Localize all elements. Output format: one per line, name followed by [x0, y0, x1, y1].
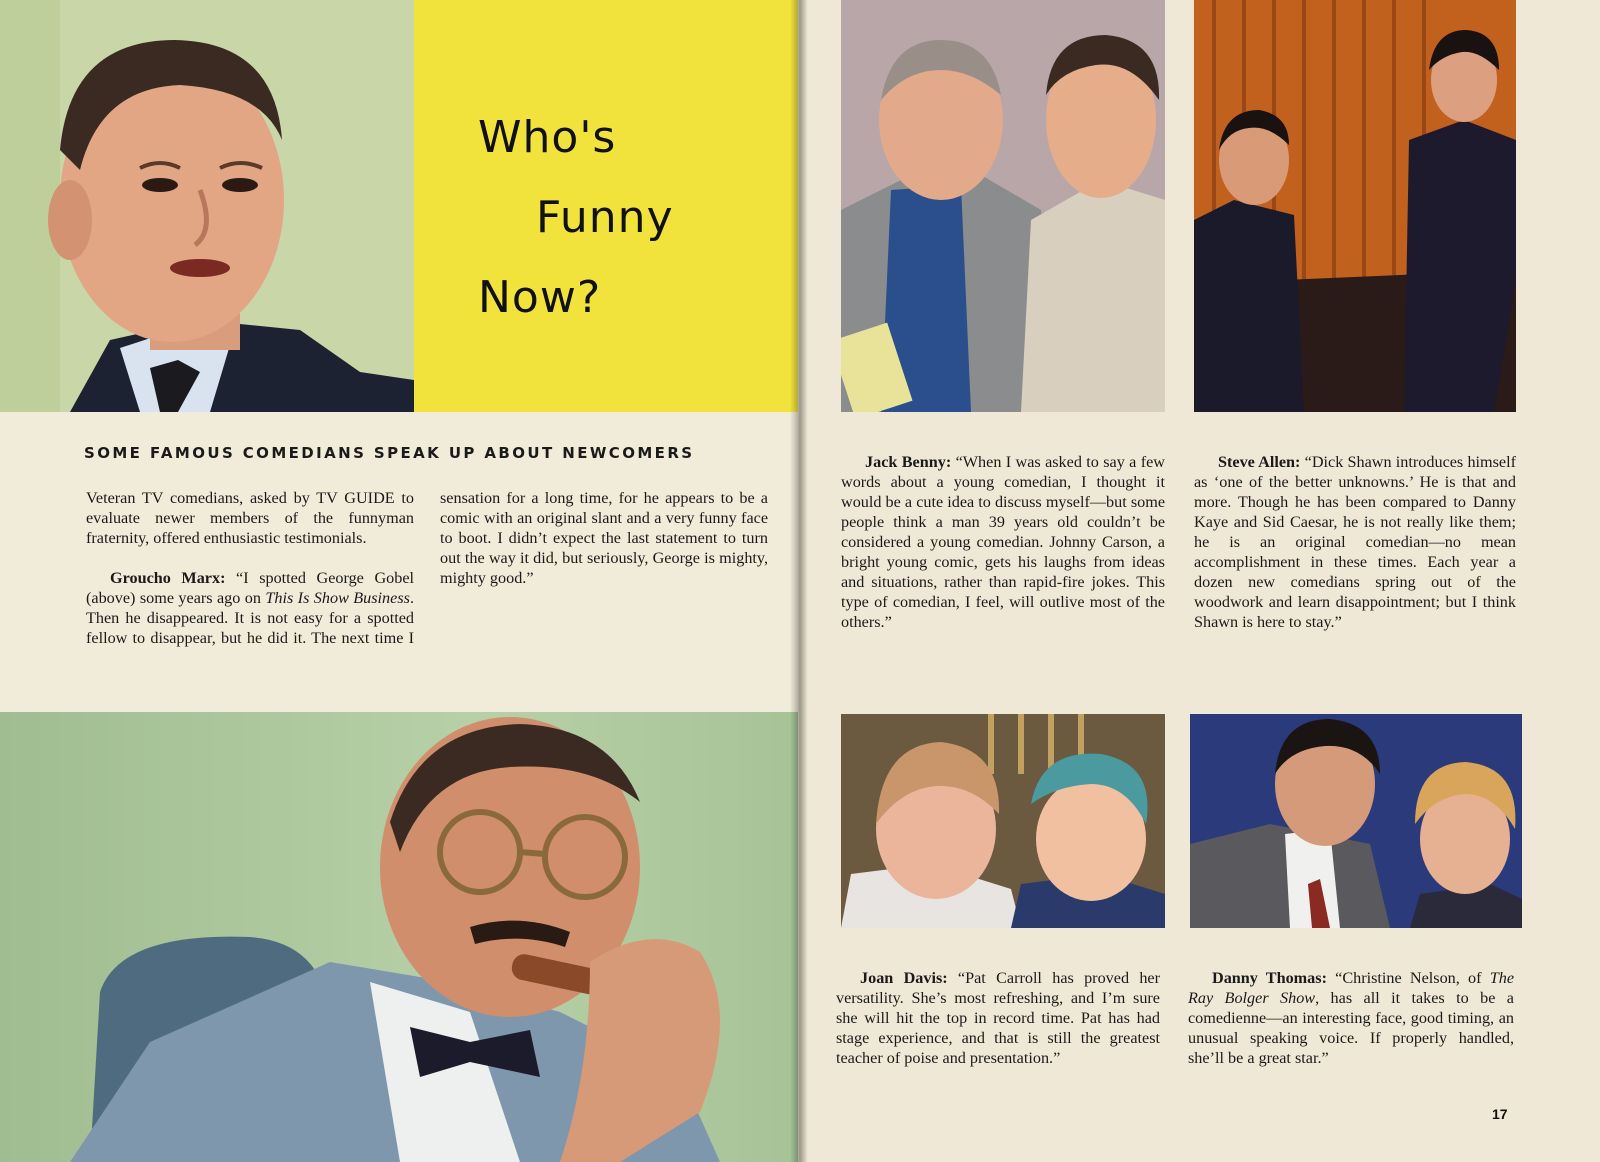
- speaker-jack-benny: Jack Benny:: [865, 453, 952, 471]
- photo-pat-carroll: [841, 714, 1165, 928]
- right-page: [798, 0, 1600, 1162]
- benny-quote: [841, 452, 1165, 632]
- show-title-ray-bolger-show: The Ray Bolger Show: [1188, 969, 1514, 1007]
- photo-christine-nelson: [1190, 714, 1522, 928]
- title-line-2: Funny: [536, 192, 674, 243]
- allen-column: [1194, 452, 1516, 652]
- article-column-2: [440, 488, 768, 670]
- title-block: [414, 0, 798, 412]
- groucho-text-b-continued: sensation for a long time, for he appears to be a comic with an original slant and a very funny face to boot. I didn’t expect the last statement to turn out the way it did, but seriously, George is mighty, mighty good.”: [440, 489, 768, 587]
- thomas-text-a: “Christine Nelson, of: [1326, 969, 1490, 987]
- intro-paragraph: Veteran TV comedians, asked by TV GUIDE to evaluate newer members of the funnyman fraternity, offered enthusiastic testimonials.: [86, 489, 414, 547]
- photo-jack-benny-johnny-carson: [841, 0, 1165, 412]
- photo-george-gobel: [0, 0, 414, 412]
- groucho-text-b: . Then he disappeared. It is not easy for a spotted fellow to disappear, but he did it. The next time I: [86, 589, 414, 647]
- groucho-quote-continued: [440, 488, 768, 588]
- photo-steve-allen-dick-shawn: [1194, 0, 1516, 412]
- allen-text: “Dick Shawn introduces himself as ‘one of the better unknowns.’ He is that and more. Though he has been compared to Danny Kaye and Sid Caesar, he is not really like them; he is an original comedian—no mean accomplishment in these times. Each year a dozen new comedians spring out of the woodwork and learn disappointment; but I think Shawn is here to stay.”: [1194, 453, 1517, 631]
- davis-quote: [836, 968, 1160, 1068]
- left-page: [0, 0, 798, 1162]
- page-number: 17: [1492, 1106, 1508, 1122]
- benny-text: “When I was asked to say a few words about a young comedian, I thought it would be a cute idea to discuss myself—but some people think a man 39 years old couldn’t be considered a young comedian. Johnny Carson, a bright young comic, gets his laughs from ideas and situations, rather than rapid-fire jokes. This type of comedian, I feel, will outlive most of the others.”: [841, 453, 1165, 631]
- photo-groucho-marx: [0, 712, 798, 1162]
- page-gutter: [790, 0, 808, 1162]
- davis-column: [836, 968, 1160, 1088]
- section-kicker: SOME FAMOUS COMEDIANS SPEAK UP ABOUT NEWCOMERS: [84, 444, 695, 462]
- article-column-1: [86, 488, 414, 688]
- thomas-text-b: , has all it takes to be a comedienne—an interesting face, good timing, an unusual speaking voice. If properly handled, she’ll be a great star.”: [1188, 989, 1514, 1067]
- speaker-steve-allen: Steve Allen:: [1218, 453, 1301, 471]
- groucho-text-a: “I spotted George Gobel (above) some years ago on: [86, 569, 414, 607]
- speaker-danny-thomas: Danny Thomas:: [1212, 969, 1327, 987]
- davis-text: “Pat Carroll has proved her versatility. She’s most refreshing, and I’m sure she will hit the top in record time. Pat has had stage experience, and that is still the greatest teacher of poise and presentation.”: [836, 969, 1160, 1067]
- speaker-joan-davis: Joan Davis:: [860, 969, 948, 987]
- groucho-quote: [86, 568, 414, 648]
- thomas-column: [1188, 968, 1514, 1088]
- thomas-quote: [1188, 968, 1514, 1068]
- benny-column: [841, 452, 1165, 652]
- title-line-3: Now?: [478, 272, 602, 323]
- speaker-groucho: Groucho Marx:: [110, 569, 226, 587]
- title-line-1: Who's: [478, 112, 617, 163]
- show-title-this-is-show-business: This Is Show Business: [265, 589, 410, 607]
- allen-quote: [1194, 452, 1516, 632]
